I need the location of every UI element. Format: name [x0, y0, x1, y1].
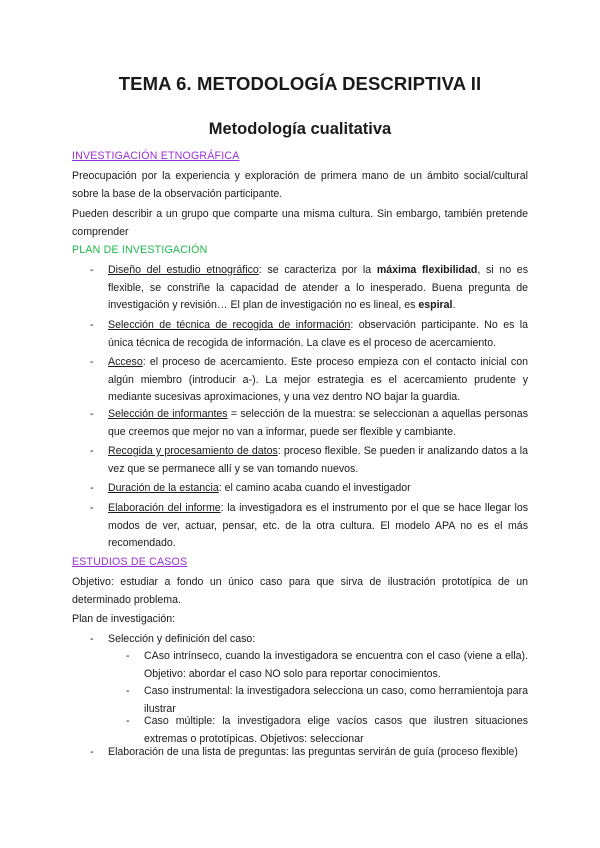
paragraph: Objetivo: estudiar a fondo un único caso para que sirva de ilustración prototípica de un determinado problema. — [72, 576, 528, 606]
item-term: Recogida y procesamiento de datos — [108, 445, 278, 457]
item-text: Caso instrumental: la investigadora selecciona un caso, como herramientoja para ilustrar — [144, 685, 528, 715]
section-heading-casos: ESTUDIOS DE CASOS — [72, 556, 188, 568]
list-item — [90, 443, 529, 478]
item-text: CAso intrínseco, cuando la investigadora se encuentra con el caso (viene a ella). Objetivo: abordar el caso NO solo para reportar conocimientos. — [144, 650, 528, 680]
paragraph: Preocupación por la experiencia y exploración de primera mano de un ámbito social/cultural sobre la base de la observación participante. — [72, 170, 528, 200]
item-term: Selección de técnica de recogida de información — [108, 319, 351, 331]
page-subtitle: Metodología cualitativa — [208, 120, 392, 138]
list-item — [90, 480, 528, 498]
item-term: Selección de informantes — [108, 408, 228, 420]
item-text: : proceso flexible. Se pueden ir analizando datos a la vez que se permanece allí y se van tomando nuevos. — [108, 445, 529, 475]
sub-list-item — [126, 713, 528, 748]
section-heading-plan: PLAN DE INVESTIGACIÓN — [72, 244, 208, 256]
item-term: Acceso — [108, 356, 143, 368]
item-term: Elaboración del informe — [108, 502, 221, 514]
item-text: : se caracteriza por la — [258, 264, 377, 276]
list-item — [90, 744, 528, 762]
list-item — [90, 317, 528, 352]
dash-bullet: - — [126, 685, 130, 697]
item-text: : la investigadora es el instrumento por el que se hace llegar los modos de ver, actuar, pensar, etc. de la otra cultura. El modelo APA no es el más recomendado. — [108, 502, 529, 550]
dash-bullet: - — [126, 650, 130, 662]
item-text: , si no es flexible, se constriñe la capacidad de atender a lo inesperado. Buena pregunta de investigación y revisión… El plan de investigación no es lineal, es — [108, 264, 528, 312]
dash-bullet: - — [90, 445, 94, 457]
item-bold: espiral — [418, 299, 453, 312]
dash-bullet: - — [90, 482, 94, 494]
dash-bullet: - — [126, 715, 130, 727]
paragraph: Pueden describir a un grupo que comparte una misma cultura. Sin embargo, también pretende comprender — [72, 208, 528, 238]
list-item — [90, 406, 528, 441]
item-text: . — [452, 299, 456, 312]
item-text: Selección y definición del caso: — [108, 633, 256, 645]
list-item — [90, 262, 528, 315]
paragraph: Plan de investigación: — [72, 613, 176, 625]
dash-bullet: - — [90, 746, 94, 758]
dash-bullet: - — [90, 356, 94, 368]
item-text: = selección de la muestra: se seleccionan a aquellas personas que creemos que mejor no van a informar, puede ser flexible y cambiante. — [108, 408, 528, 438]
dash-bullet: - — [90, 408, 94, 420]
item-text: Elaboración de una lista de preguntas: las preguntas servirán de guía (proceso flexible) — [108, 746, 518, 758]
section-heading-etnografica: INVESTIGACIÓN ETNOGRÁFICA — [72, 150, 240, 162]
page-title: TEMA 6. METODOLOGÍA DESCRIPTIVA II — [118, 73, 482, 94]
item-text: : el camino acaba cuando el investigador — [218, 482, 411, 494]
item-text: Caso múltiple: la investigadora elige vacíos casos que ilustren situaciones extremas o prototípicas. Objetivos: seleccionar — [144, 715, 528, 745]
list-item — [90, 631, 528, 649]
list-item — [90, 500, 529, 553]
dash-bullet: - — [90, 264, 94, 276]
item-term: Duración de la estancia — [108, 482, 219, 494]
item-term: Diseño del estudio etnográfico — [108, 264, 259, 276]
dash-bullet: - — [90, 502, 94, 514]
dash-bullet: - — [90, 319, 94, 331]
item-bold: máxima flexibilidad — [376, 264, 478, 276]
sub-list-item — [126, 648, 528, 683]
item-text: : observación participante. No es la única técnica de recogida de información. La clave es el proceso de acercamiento. — [108, 319, 528, 349]
list-item — [90, 354, 528, 407]
dash-bullet: - — [90, 633, 94, 645]
item-text: : el proceso de acercamiento. Este proceso empieza con el contacto inicial con algún miembro (introducir a-). La mejor estrategia es el acercamiento prudente y mediante sucesivas aproximaciones, y una vez dentro NO bajar la guardia. — [108, 356, 528, 404]
